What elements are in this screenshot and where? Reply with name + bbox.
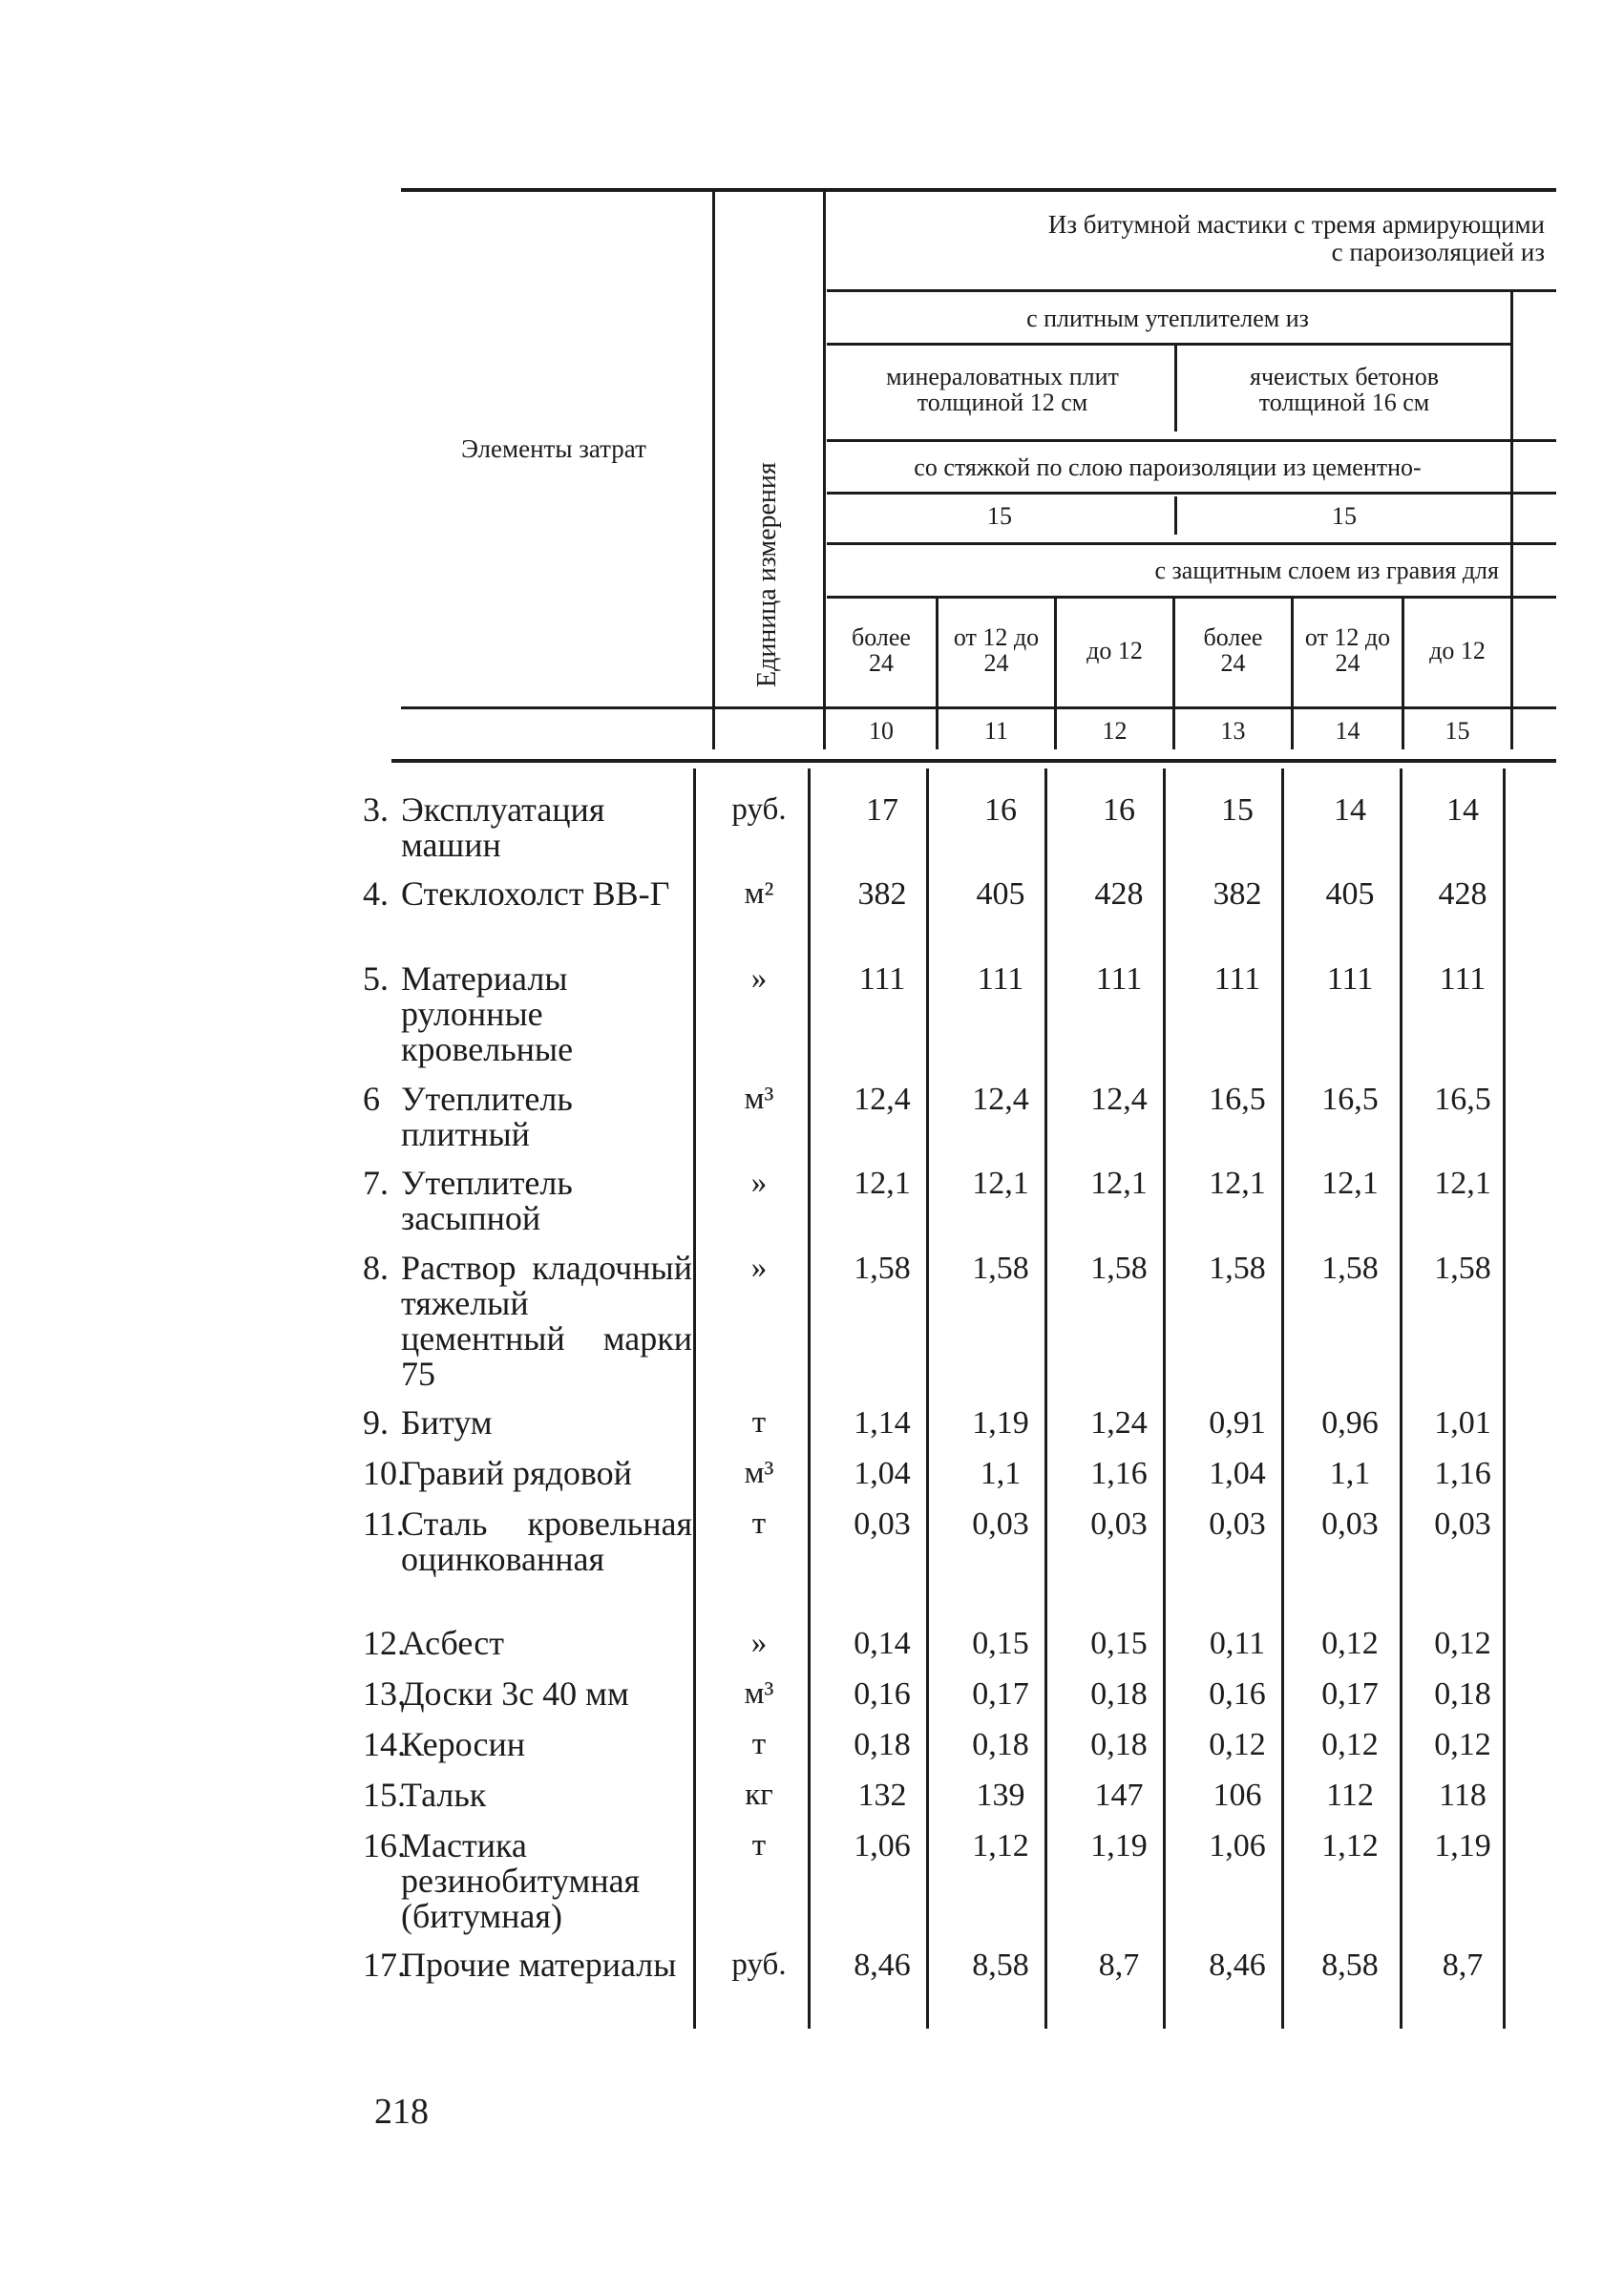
row-name bbox=[363, 1725, 692, 1763]
row-value-12: 0,15 bbox=[1090, 1626, 1148, 1661]
main-title bbox=[827, 208, 1562, 269]
row-value-15: 0,12 bbox=[1434, 1727, 1491, 1762]
row-name bbox=[363, 790, 692, 864]
row-value-13: 0,11 bbox=[1209, 1626, 1266, 1661]
row-value-15: 8,7 bbox=[1442, 1948, 1484, 1983]
row-number: 15. bbox=[363, 1776, 406, 1814]
body-divider-name bbox=[693, 769, 696, 2029]
row-value-14: 405 bbox=[1325, 876, 1375, 912]
row-unit: т bbox=[751, 1405, 767, 1440]
row-value-13: 0,12 bbox=[1209, 1727, 1266, 1762]
row-value-11: 0,17 bbox=[972, 1676, 1029, 1712]
row-unit: » bbox=[750, 1251, 768, 1285]
row-number: 8. bbox=[363, 1249, 389, 1287]
row-value-13: 382 bbox=[1213, 876, 1262, 912]
row-value-13: 111 bbox=[1213, 961, 1261, 997]
main-title-line2: с пароизоляцией из bbox=[1331, 238, 1545, 266]
row-label: Тальк bbox=[401, 1776, 487, 1814]
row-value-15: 0,18 bbox=[1434, 1676, 1491, 1712]
row-number: 3. bbox=[363, 790, 389, 829]
row-value-10: 1,04 bbox=[854, 1456, 911, 1491]
row-number: 14. bbox=[363, 1725, 406, 1763]
screed-label: со стяжкой по слою пароизоляции из цементно- bbox=[914, 453, 1422, 481]
row-value-10: 0,16 bbox=[854, 1676, 911, 1712]
row-unit: м³ bbox=[744, 1082, 774, 1116]
row-value-14: 16,5 bbox=[1321, 1082, 1379, 1117]
row-number: 6 bbox=[363, 1080, 380, 1118]
row-name bbox=[363, 1624, 692, 1662]
row-label: Сталь кровельная оцинкованная bbox=[401, 1505, 692, 1578]
row-value-10: 111 bbox=[858, 961, 906, 997]
row-label: Асбест bbox=[401, 1624, 504, 1662]
row-number: 17. bbox=[363, 1946, 406, 1984]
row-value-13: 0,91 bbox=[1209, 1405, 1266, 1441]
row-value-10: 1,58 bbox=[854, 1251, 911, 1286]
row-value-10: 0,14 bbox=[854, 1626, 911, 1661]
row-unit: руб. bbox=[731, 792, 787, 827]
row-value-12: 12,1 bbox=[1090, 1166, 1148, 1201]
row-value-13: 16,5 bbox=[1209, 1082, 1266, 1117]
row-value-12: 1,19 bbox=[1090, 1828, 1148, 1863]
screed-divider bbox=[1174, 496, 1177, 535]
row-value-10: 1,14 bbox=[854, 1405, 911, 1441]
col-number-10: 10 bbox=[869, 716, 894, 745]
row-number: 16. bbox=[363, 1826, 406, 1864]
mineral-label: минераловатных плит толщиной 12 см bbox=[886, 363, 1119, 416]
row-value-13: 1,58 bbox=[1209, 1251, 1266, 1286]
header-divider-unit-right bbox=[823, 191, 826, 749]
row-value-13: 0,03 bbox=[1209, 1506, 1266, 1542]
page-number: 218 bbox=[374, 2092, 429, 2132]
row-name bbox=[363, 1505, 692, 1578]
row-label: Утеплитель плитный bbox=[401, 1080, 573, 1153]
row-value-10: 12,1 bbox=[854, 1166, 911, 1201]
row-unit: кг bbox=[745, 1778, 773, 1812]
row-name bbox=[363, 1776, 692, 1814]
col-header-underline bbox=[401, 706, 1556, 709]
row-value-11: 12,1 bbox=[972, 1166, 1029, 1201]
row-value-10: 382 bbox=[857, 876, 907, 912]
row-value-10: 8,46 bbox=[854, 1948, 911, 1983]
row-name bbox=[363, 874, 692, 913]
row-unit: м³ bbox=[744, 1456, 774, 1490]
mineral-underline bbox=[827, 439, 1556, 442]
row-value-11: 111 bbox=[977, 961, 1024, 997]
cellular-label: ячеистых бетонов толщиной 16 см bbox=[1250, 363, 1439, 416]
row-label: Прочие материалы bbox=[401, 1946, 677, 1984]
elements-label: Элементы затрат bbox=[461, 433, 646, 463]
row-value-12: 12,4 bbox=[1090, 1082, 1148, 1117]
screed-values-underline bbox=[827, 542, 1556, 545]
row-number: 12. bbox=[363, 1624, 406, 1662]
header-divider-unit-left bbox=[712, 191, 715, 749]
row-value-12: 428 bbox=[1094, 876, 1144, 912]
row-label: Материалы рулонные кровельные bbox=[401, 959, 574, 1068]
row-value-12: 1,24 bbox=[1090, 1405, 1148, 1441]
row-label: Гравий рядовой bbox=[401, 1454, 632, 1492]
col-header-2: от 12 до 24 bbox=[953, 623, 1040, 677]
row-name bbox=[363, 1826, 692, 1935]
row-value-11: 12,4 bbox=[972, 1082, 1029, 1117]
row-value-11: 0,03 bbox=[972, 1506, 1029, 1542]
row-label: Утеплитель засыпной bbox=[401, 1164, 573, 1237]
title-underline bbox=[827, 289, 1556, 292]
row-value-11: 16 bbox=[984, 792, 1017, 828]
row-value-15: 0,03 bbox=[1434, 1506, 1491, 1542]
row-name bbox=[363, 959, 692, 1068]
row-value-11: 1,1 bbox=[980, 1456, 1022, 1491]
main-title-line1: Из битумной мастики с тремя армирующими bbox=[1047, 210, 1545, 239]
col-header-5: от 12 до 24 bbox=[1304, 623, 1391, 677]
row-value-14: 0,12 bbox=[1321, 1727, 1379, 1762]
row-value-14: 0,12 bbox=[1321, 1626, 1379, 1661]
row-value-13: 15 bbox=[1221, 792, 1254, 828]
col-number-11: 11 bbox=[983, 716, 1009, 745]
row-label: Битум bbox=[401, 1403, 493, 1442]
row-name bbox=[363, 1080, 692, 1153]
row-value-11: 0,15 bbox=[972, 1626, 1029, 1661]
row-value-13: 0,16 bbox=[1209, 1676, 1266, 1712]
row-value-13: 106 bbox=[1213, 1778, 1262, 1813]
row-name bbox=[363, 1403, 692, 1442]
row-value-10: 17 bbox=[866, 792, 898, 828]
gravel-label: с защитным слоем из гравия для bbox=[1154, 556, 1499, 584]
row-value-15: 118 bbox=[1439, 1778, 1487, 1813]
row-number: 10. bbox=[363, 1454, 406, 1492]
screed-underline bbox=[827, 492, 1556, 495]
row-unit: руб. bbox=[731, 1948, 787, 1982]
row-value-15: 1,16 bbox=[1434, 1456, 1491, 1491]
screed-right-value: 15 bbox=[1332, 501, 1357, 530]
row-label: Эксплуатация машин bbox=[401, 790, 605, 864]
row-number: 11. bbox=[363, 1505, 405, 1543]
row-unit: » bbox=[750, 961, 768, 996]
row-value-11: 139 bbox=[976, 1778, 1025, 1813]
row-value-13: 1,06 bbox=[1209, 1828, 1266, 1863]
row-unit: т bbox=[751, 1727, 767, 1761]
row-value-15: 1,01 bbox=[1434, 1405, 1491, 1441]
row-unit: м³ bbox=[744, 1676, 774, 1711]
row-value-14: 0,17 bbox=[1321, 1676, 1379, 1712]
row-value-12: 0,03 bbox=[1090, 1506, 1148, 1542]
row-number: 9. bbox=[363, 1403, 389, 1442]
row-unit: » bbox=[750, 1166, 768, 1200]
row-value-14: 14 bbox=[1334, 792, 1366, 828]
col-number-15: 15 bbox=[1445, 716, 1470, 745]
row-value-12: 147 bbox=[1094, 1778, 1144, 1813]
col-header-1: более 24 bbox=[852, 623, 911, 677]
row-value-12: 0,18 bbox=[1090, 1676, 1148, 1712]
row-value-13: 8,46 bbox=[1209, 1948, 1266, 1983]
screed-right-mark bbox=[1510, 496, 1513, 535]
row-value-15: 111 bbox=[1439, 961, 1487, 997]
row-value-14: 1,58 bbox=[1321, 1251, 1379, 1286]
row-value-11: 1,19 bbox=[972, 1405, 1029, 1441]
row-value-11: 8,58 bbox=[972, 1948, 1029, 1983]
row-value-11: 1,58 bbox=[972, 1251, 1029, 1286]
row-value-12: 16 bbox=[1103, 792, 1135, 828]
col-number-14: 14 bbox=[1335, 716, 1360, 745]
mineral-cellular-divider bbox=[1174, 346, 1177, 432]
row-value-14: 1,1 bbox=[1329, 1456, 1371, 1491]
row-label: Доски 3с 40 мм bbox=[401, 1674, 629, 1713]
row-value-10: 1,06 bbox=[854, 1828, 911, 1863]
header-bottom-rule bbox=[391, 759, 1556, 763]
row-label: Раствор кладочный тяжелый цементный марки 75 bbox=[401, 1249, 692, 1393]
row-unit: т bbox=[751, 1828, 767, 1863]
row-value-14: 112 bbox=[1326, 1778, 1374, 1813]
row-value-12: 8,7 bbox=[1098, 1948, 1140, 1983]
row-value-13: 12,1 bbox=[1209, 1166, 1266, 1201]
row-value-11: 405 bbox=[976, 876, 1025, 912]
row-value-14: 1,12 bbox=[1321, 1828, 1379, 1863]
row-value-15: 1,19 bbox=[1434, 1828, 1491, 1863]
top-rule bbox=[401, 188, 1556, 192]
row-value-14: 0,03 bbox=[1321, 1506, 1379, 1542]
col-number-12: 12 bbox=[1102, 716, 1128, 745]
row-value-15: 0,12 bbox=[1434, 1626, 1491, 1661]
col-header-6: до 12 bbox=[1429, 636, 1486, 664]
screed-left-value: 15 bbox=[987, 501, 1012, 530]
row-name bbox=[363, 1164, 692, 1237]
row-value-14: 111 bbox=[1326, 961, 1374, 997]
row-value-12: 111 bbox=[1095, 961, 1143, 997]
row-value-10: 0,18 bbox=[854, 1727, 911, 1762]
row-number: 7. bbox=[363, 1164, 389, 1202]
row-unit: т bbox=[751, 1506, 767, 1541]
row-unit: м² bbox=[744, 876, 774, 911]
row-name bbox=[363, 1946, 692, 1984]
row-value-15: 1,58 bbox=[1434, 1251, 1491, 1286]
row-value-12: 1,58 bbox=[1090, 1251, 1148, 1286]
row-value-12: 0,18 bbox=[1090, 1727, 1148, 1762]
row-value-11: 1,12 bbox=[972, 1828, 1029, 1863]
row-label: Стеклохолст ВВ-Г bbox=[401, 874, 670, 913]
row-number: 5. bbox=[363, 959, 389, 998]
row-value-12: 1,16 bbox=[1090, 1456, 1148, 1491]
row-value-15: 14 bbox=[1446, 792, 1479, 828]
insulation-underline bbox=[827, 343, 1510, 346]
row-value-13: 1,04 bbox=[1209, 1456, 1266, 1491]
row-value-10: 12,4 bbox=[854, 1082, 911, 1117]
row-value-14: 12,1 bbox=[1321, 1166, 1379, 1201]
unit-label: Единица измерения bbox=[752, 462, 782, 687]
col-header-3: до 12 bbox=[1086, 636, 1143, 664]
row-value-10: 132 bbox=[857, 1778, 907, 1813]
row-name bbox=[363, 1454, 692, 1492]
row-value-15: 12,1 bbox=[1434, 1166, 1491, 1201]
row-number: 13. bbox=[363, 1674, 406, 1713]
row-unit: » bbox=[750, 1626, 768, 1660]
row-name bbox=[363, 1249, 692, 1393]
row-value-15: 428 bbox=[1438, 876, 1487, 912]
row-value-14: 8,58 bbox=[1321, 1948, 1379, 1983]
row-value-10: 0,03 bbox=[854, 1506, 911, 1542]
row-value-11: 0,18 bbox=[972, 1727, 1029, 1762]
row-label: Мастика резинобитумная (битумная) bbox=[401, 1826, 641, 1935]
row-value-14: 0,96 bbox=[1321, 1405, 1379, 1441]
body-divider-unit bbox=[808, 769, 811, 2029]
col-number-13: 13 bbox=[1220, 716, 1246, 745]
row-number: 4. bbox=[363, 874, 389, 913]
col-header-4: более 24 bbox=[1203, 623, 1263, 677]
insulation-label: с плитным утеплителем из bbox=[1026, 304, 1309, 332]
row-name bbox=[363, 1674, 692, 1713]
row-label: Керосин bbox=[401, 1725, 526, 1763]
row-value-15: 16,5 bbox=[1434, 1082, 1491, 1117]
